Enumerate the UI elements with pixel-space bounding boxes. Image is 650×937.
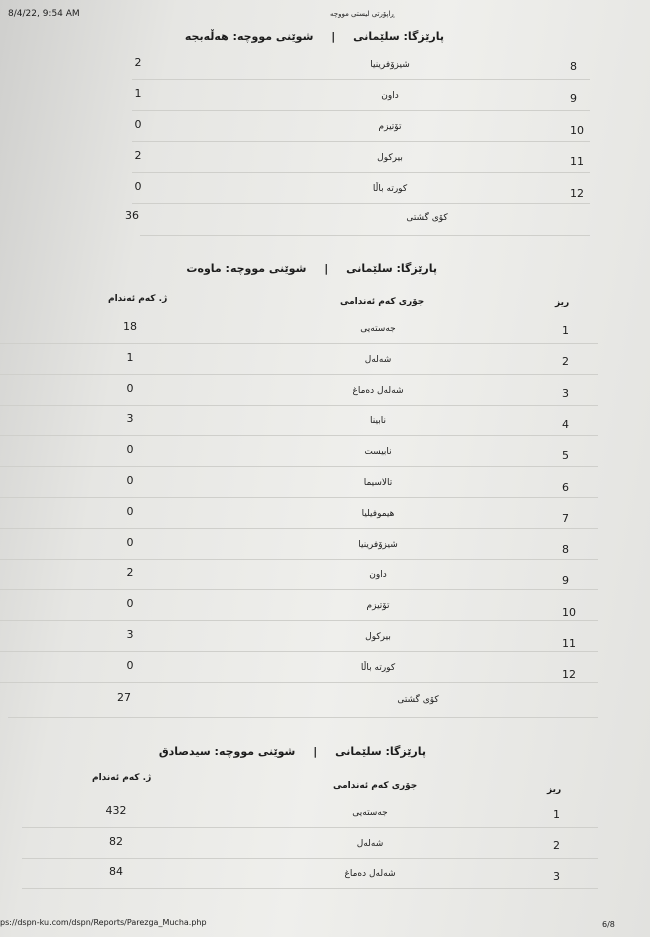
location-label: شوێنی مووچە: ماوەت	[186, 262, 307, 275]
row-number: 5	[562, 449, 569, 463]
row-divider	[132, 110, 590, 111]
row-divider	[22, 827, 598, 828]
disabled-count: 3	[126, 628, 134, 641]
column-header-number: ریز	[555, 298, 570, 308]
disability-type: شیزۆفرینیا	[370, 60, 410, 70]
disabled-count: 0	[134, 180, 142, 193]
table-row	[0, 831, 650, 861]
disabled-count: 432	[105, 804, 127, 817]
footer-url: ps://dspn-ku.com/dspn/Reports/Parezga_Mucha.php	[0, 918, 207, 927]
table-row	[0, 562, 650, 592]
row-number: 6	[562, 480, 569, 494]
row-divider	[22, 888, 598, 889]
province-label: پارێزگا: سلێمانی	[346, 262, 437, 275]
province-label: پارێزگا: سلێمانی	[353, 30, 444, 43]
table-row	[0, 470, 650, 500]
disability-type: کورتە باڵا	[360, 662, 396, 673]
table-row	[0, 624, 650, 654]
disabled-count: 84	[109, 865, 123, 878]
row-number: 9	[570, 91, 577, 105]
total-label: کۆی گشتی	[397, 695, 439, 705]
location-label: شوێنی مووچە: هەڵەبجە	[184, 30, 314, 43]
row-divider	[0, 651, 598, 652]
disability-type: تۆتیزم	[378, 122, 402, 132]
province-label: پارێزگا: سلێمانی	[335, 745, 426, 758]
table-row	[0, 501, 650, 531]
row-divider	[0, 405, 598, 406]
report-title: ڕاپۆرتی لیستی مووچە	[330, 10, 395, 18]
table-row	[0, 532, 650, 562]
disabled-count: 0	[126, 381, 134, 395]
row-divider	[0, 435, 598, 436]
table-row	[0, 378, 650, 408]
column-header-count: ژ. کەم ئەندام	[92, 773, 152, 783]
disability-type: تالاسیما	[363, 478, 393, 488]
row-number: 3	[562, 386, 569, 400]
disability-type: نابیست	[364, 447, 392, 458]
total-count: 27	[117, 691, 131, 704]
table-row	[0, 347, 650, 377]
row-number: 2	[553, 838, 560, 852]
row-divider	[0, 682, 598, 683]
column-header-type: جۆری کەم ئەندامی	[333, 781, 418, 791]
row-divider	[8, 717, 598, 718]
row-divider	[0, 620, 598, 621]
disabled-count: 2	[134, 56, 142, 69]
table-row	[0, 83, 650, 113]
row-number: 10	[562, 605, 576, 619]
title-separator: |	[324, 262, 329, 275]
disabled-count: 2	[134, 149, 142, 162]
row-number: 4	[562, 417, 569, 431]
row-number: 3	[553, 869, 560, 883]
title-separator: |	[313, 745, 318, 758]
title-separator: |	[331, 30, 336, 43]
table-row	[0, 593, 650, 623]
disabled-count: 0	[126, 474, 134, 487]
disability-type: شەلەل دەماغ	[352, 385, 404, 396]
row-number: 12	[570, 187, 584, 201]
disability-type: بیرکول	[365, 632, 391, 642]
print-timestamp: 8/4/22, 9:54 AM	[8, 9, 80, 19]
row-divider	[0, 497, 598, 498]
disabled-count: 0	[126, 504, 134, 518]
row-divider	[132, 172, 590, 173]
section-title-sayid-sadiq	[159, 745, 426, 758]
table-row	[0, 176, 650, 206]
disability-type: داون	[381, 91, 399, 101]
row-number: 10	[570, 123, 584, 137]
disability-type: شەلەل	[356, 838, 384, 849]
disabled-count: 0	[126, 597, 134, 611]
table-row	[0, 52, 650, 82]
disabled-count: 0	[134, 118, 142, 131]
row-number: 11	[562, 637, 576, 650]
row-divider	[132, 141, 590, 142]
disability-type: شەلەل	[364, 354, 392, 365]
disability-type: شیزۆفرینیا	[358, 539, 398, 550]
table-row	[0, 114, 650, 144]
row-divider	[140, 235, 590, 236]
table-row	[0, 316, 650, 346]
table-row	[0, 655, 650, 685]
location-label: شوێنی مووچە: سیدصادق	[158, 745, 296, 758]
row-number: 9	[562, 574, 569, 588]
disability-type: شەلەل دەماغ	[344, 869, 396, 879]
disability-type: بیرکول	[377, 153, 403, 163]
section-title-halabja	[185, 30, 444, 43]
total-row	[0, 205, 650, 235]
disability-type: تۆتیزم	[366, 601, 390, 612]
row-divider	[0, 466, 598, 467]
row-number: 1	[562, 324, 569, 337]
disabled-count: 18	[123, 320, 137, 333]
table-row	[0, 408, 650, 438]
total-row	[0, 687, 650, 717]
disabled-count: 1	[134, 87, 142, 100]
row-divider	[0, 528, 598, 529]
column-header-count: ژ. کەم ئەندام	[108, 294, 168, 304]
row-number: 12	[562, 668, 576, 682]
column-header-type: جۆری کەم ئەندامی	[340, 297, 425, 307]
row-number: 8	[562, 543, 569, 557]
table-row	[0, 861, 650, 891]
total-label: کۆی گشتی	[406, 213, 448, 223]
table-row	[0, 145, 650, 175]
disabled-count: 82	[109, 834, 123, 848]
disabled-count: 3	[126, 412, 134, 426]
disability-type: کورتە باڵا	[372, 184, 408, 194]
disabled-count: 2	[126, 566, 134, 580]
disability-type: جەستەیی	[360, 324, 396, 334]
row-divider	[0, 589, 598, 590]
column-header-number: ریز	[547, 785, 562, 795]
row-number: 8	[570, 60, 577, 73]
row-number: 7	[562, 511, 569, 525]
disability-type: داون	[369, 570, 387, 581]
disabled-count: 1	[126, 350, 134, 364]
row-divider	[132, 79, 590, 80]
row-divider	[22, 858, 598, 859]
disability-type: جەستەیی	[352, 808, 388, 818]
disability-type: هیموفیلیا	[361, 508, 395, 519]
row-divider	[0, 374, 598, 375]
section-title-mawat	[186, 262, 437, 275]
table-row	[0, 439, 650, 469]
total-count: 36	[125, 209, 139, 222]
disabled-count: 0	[126, 535, 134, 549]
table-row	[0, 800, 650, 830]
disability-type: نابینا	[370, 416, 386, 427]
disabled-count: 0	[126, 658, 134, 672]
row-number: 2	[562, 355, 569, 369]
row-divider	[0, 559, 598, 560]
row-number: 1	[553, 808, 560, 821]
row-divider	[132, 203, 590, 204]
row-number: 11	[570, 155, 584, 169]
row-divider	[0, 343, 598, 344]
disabled-count: 0	[126, 443, 134, 457]
page-number: 6/8	[602, 920, 615, 929]
